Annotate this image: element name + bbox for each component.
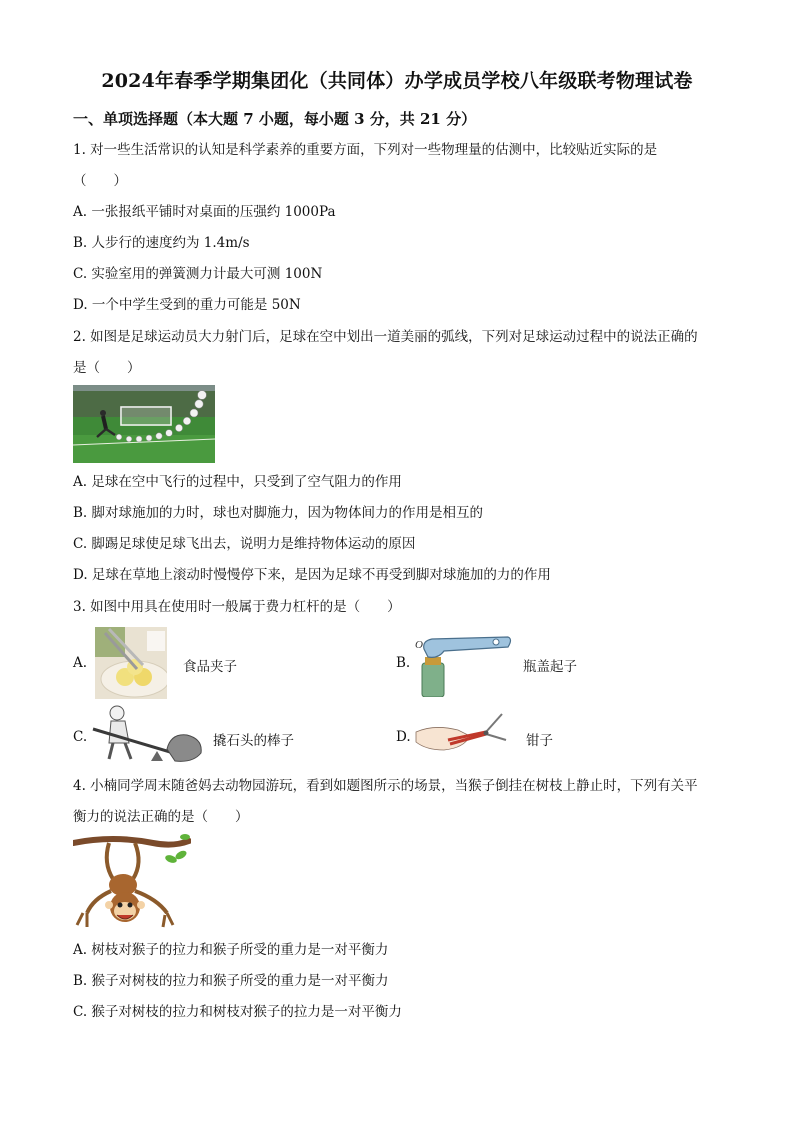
q4-option-a: A. 树枝对猴子的拉力和猴子所受的重力是一对平衡力 <box>73 942 389 958</box>
section-heading: 一、单项选择题（本大题 7 小题，每小题 3 分，共 21 分） <box>73 110 477 128</box>
q1-option-d: D. 一个中学生受到的重力可能是 50N <box>73 297 301 313</box>
food-tongs-image <box>95 627 167 699</box>
q1-option-b: B. 人步行的速度约为 1.4m/s <box>73 235 250 251</box>
exam-title: 2024年春季学期集团化（共同体）办学成员学校八年级联考物理试卷 <box>101 70 693 92</box>
q1-stem-line2: （ ） <box>73 173 127 189</box>
q2-option-a: A. 足球在空中飞行的过程中，只受到了空气阻力的作用 <box>73 474 402 490</box>
q1-option-c: C. 实验室用的弹簧测力计最大可测 100N <box>73 266 323 282</box>
q3-option-b-text: 瓶盖起子 <box>523 659 577 675</box>
bottle-opener-image <box>414 633 514 697</box>
q3-option-a-letter: A. <box>73 655 88 671</box>
q3-option-c-letter: C. <box>73 729 88 745</box>
q3-option-c-text: 撬石头的棒子 <box>213 733 294 749</box>
q2-option-d: D. 足球在草地上滚动时慢慢停下来，是因为足球不再受到脚对球施加的力的作用 <box>73 567 551 583</box>
crowbar-lever-image <box>91 703 207 765</box>
q3-stem: 3. 如图中用具在使用时一般属于费力杠杆的是（ ） <box>73 599 401 615</box>
q4-stem-line2: 衡力的说法正确的是（ ） <box>73 809 249 825</box>
soccer-kick-image <box>73 385 215 463</box>
q1-option-a: A. 一张报纸平铺时对桌面的压强约 1000Pa <box>73 204 336 220</box>
q3-option-d-text: 钳子 <box>526 733 553 749</box>
q3-option-b-letter: B. <box>396 655 411 671</box>
q4-option-b: B. 猴子对树枝的拉力和猴子所受的重力是一对平衡力 <box>73 973 389 989</box>
q2-option-b: B. 脚对球施加的力时，球也对脚施力，因为物体间力的作用是相互的 <box>73 505 484 521</box>
q3-option-a-text: 食品夹子 <box>183 659 237 675</box>
fulcrum-o-label: O <box>415 639 423 651</box>
q2-stem-line1: 2. 如图是足球运动员大力射门后，足球在空中划出一道美丽的弧线，下列对足球运动过程中的说法正确的 <box>73 329 698 345</box>
pliers-image <box>414 710 514 758</box>
q4-option-c: C. 猴子对树枝的拉力和树枝对猴子的拉力是一对平衡力 <box>73 1004 402 1020</box>
q2-stem-line2: 是（ ） <box>73 360 141 376</box>
q1-stem-line1: 1. 对一些生活常识的认知是科学素养的重要方面，下列对一些物理量的估测中，比较贴近实际的是 <box>73 142 658 158</box>
q3-option-d-letter: D. <box>396 729 411 745</box>
monkey-hanging-image <box>73 833 191 931</box>
q4-stem-line1: 4. 小楠同学周末随爸妈去动物园游玩，看到如题图所示的场景，当猴子倒挂在树枝上静止时，下列有关平 <box>73 778 698 794</box>
q2-option-c: C. 脚踢足球使足球飞出去，说明力是维持物体运动的原因 <box>73 536 416 552</box>
